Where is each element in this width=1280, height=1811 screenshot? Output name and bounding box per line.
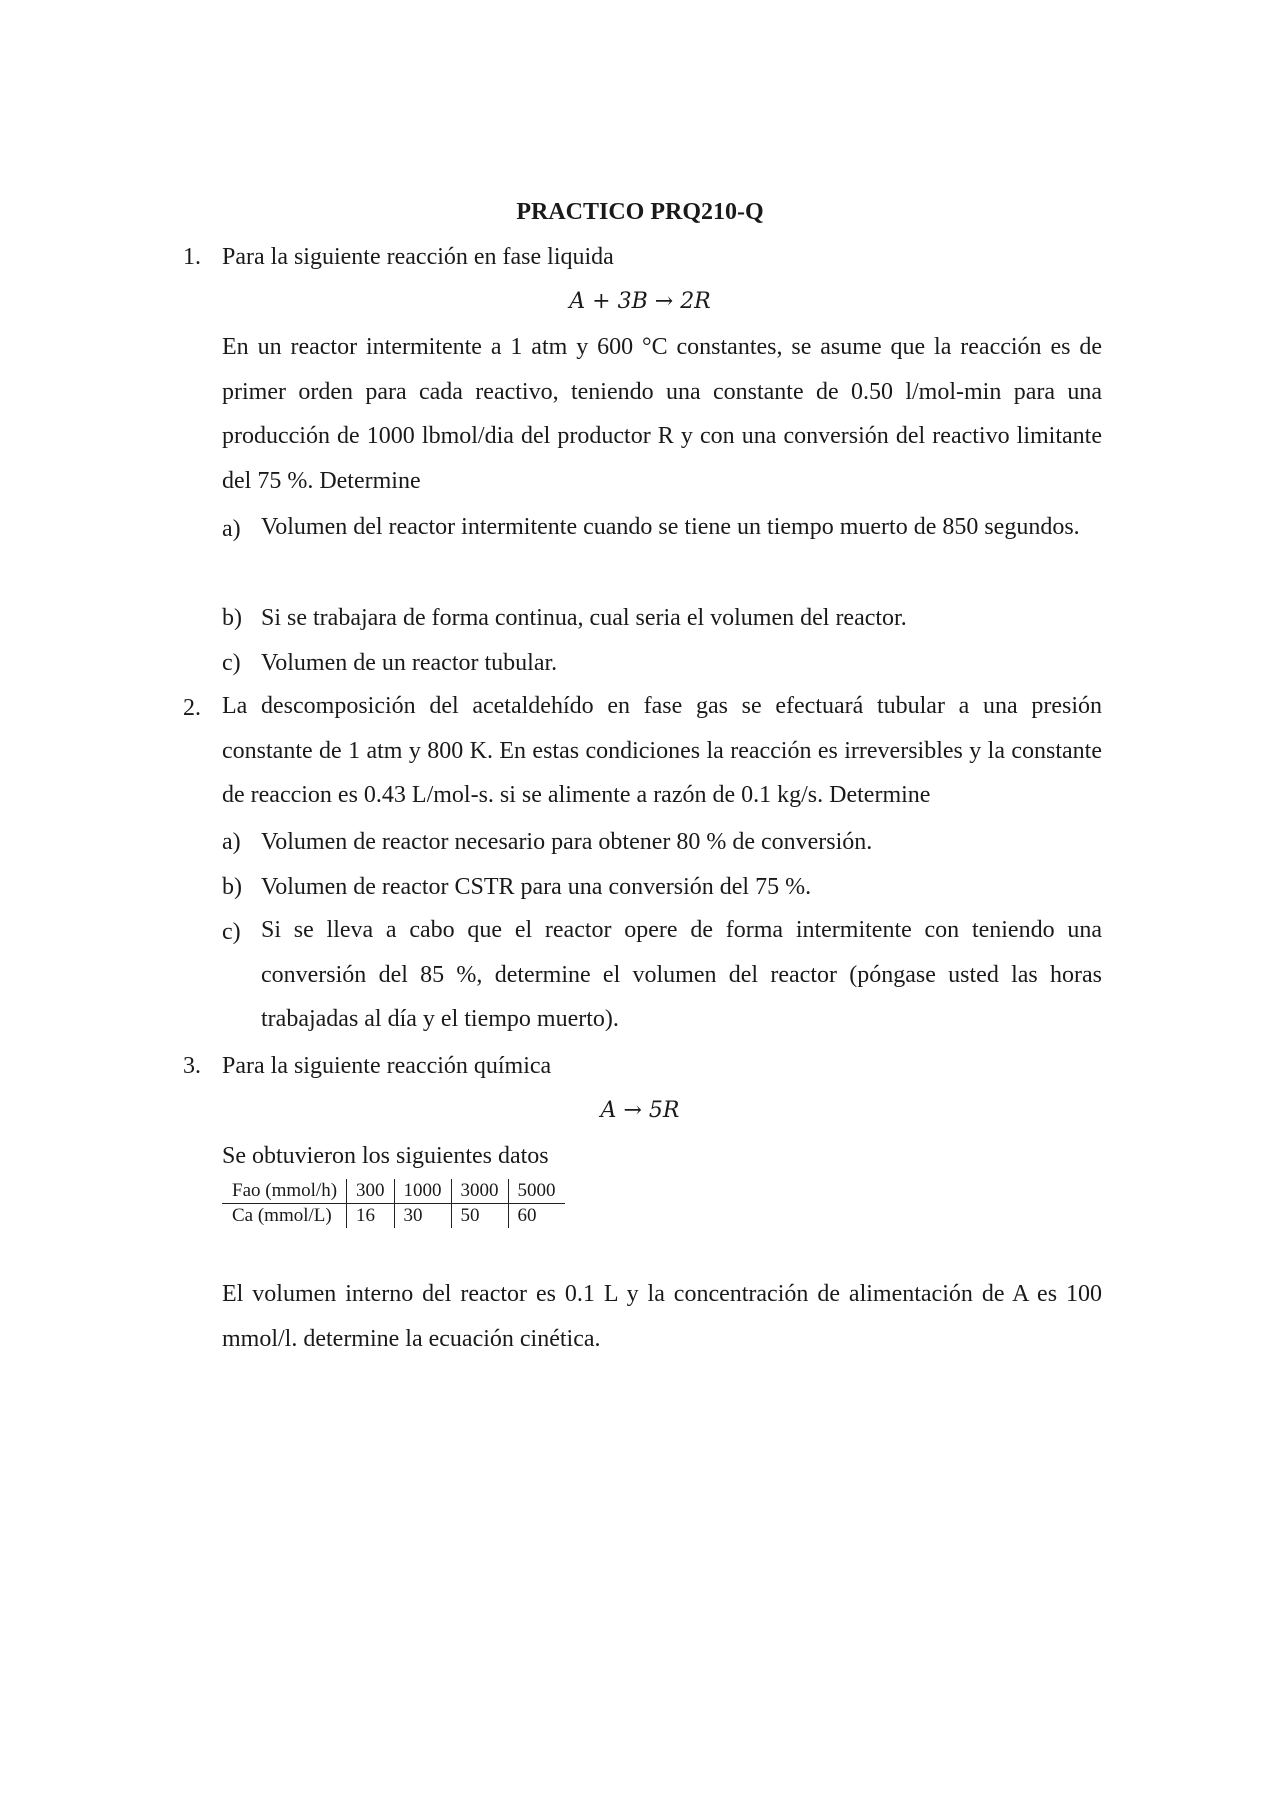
problem-1-item-a-text: Volumen del reactor intermitente cuando se tiene un tiempo muerto de 850 segundos. [261,514,1080,540]
table-row-label: Fao (mmol/h) [222,1179,347,1204]
eq1-reactant-b: 3B [617,289,648,314]
problem-2-item-b-letter: b) [222,874,242,900]
problem-3-number: 3. [183,1053,201,1079]
table-row [222,1204,565,1229]
eq1-reactant-a: A [569,289,586,314]
table-cell: 5000 [508,1179,565,1204]
eq1-arrow: → [654,289,674,314]
problem-2-number: 2. [183,695,201,721]
problem-2-item-b-text: Volumen de reactor CSTR para una conversión del 75 %. [261,874,812,900]
table-cell: 30 [394,1204,451,1229]
problem-1-item-b-text: Si se trabajara de forma continua, cual seria el volumen del reactor. [261,605,907,631]
problem-1-body: En un reactor intermitente a 1 atm y 600 °C constantes, se asume que la reacción es de primer orden para cada reactivo, teniendo una constante de 0.50 l/mol-min para una producción de 1000 lbmol/dia del productor R y con una conversión del reactivo limitante del 75 %. Determine [222,334,1102,494]
table-cell: 50 [451,1204,508,1229]
table-cell: 300 [347,1179,395,1204]
eq1-product: 2R [680,289,711,314]
table-cell: 16 [347,1204,395,1229]
problem-1-intro: Para la siguiente reacción en fase liquida [222,244,614,270]
problem-1-item-a-letter: a) [222,516,241,542]
problem-2-body: La descomposición del acetaldehído en fase gas se efectuará tubular a una presión constante de 1 atm y 800 K. En estas condiciones la reacción es irreversibles y la constante de reaccion es 0.43 L/mol-s. si se alimente a razón de 0.1 kg/s. Determine [222,693,1102,808]
eq2-product: 5R [648,1098,680,1123]
table-cell: 3000 [451,1179,508,1204]
problem-2-item-c-letter: c) [222,919,241,945]
eq2-reactant-a: A [600,1098,617,1123]
problem-3-intro: Para la siguiente reacción química [222,1053,552,1079]
table-cell: 1000 [394,1179,451,1204]
page-title: PRACTICO PRQ210-Q [516,199,764,225]
problem-1-number: 1. [183,244,201,270]
problem-1-item-b-letter: b) [222,605,242,631]
problem-3-equation [0,1095,1280,1127]
table-row [222,1179,565,1204]
problem-3-closing: El volumen interno del reactor es 0.1 L y la concentración de alimentación de A es 100 mmol/l. determine la ecuación cinética. [222,1281,1102,1352]
problem-1-equation [0,286,1280,318]
problem-1-item-c-text: Volumen de un reactor tubular. [261,650,558,676]
problem-1-item-c-letter: c) [222,650,241,676]
data-table [222,1179,565,1228]
table-cell: 60 [508,1204,565,1229]
table-row-label: Ca (mmol/L) [232,1205,332,1226]
eq2-arrow: → [623,1098,642,1123]
problem-2-item-c-text: Si se lleva a cabo que el reactor opere de forma intermitente con teniendo una conversión del 85 %, determine el volumen del reactor (póngase usted las horas trabajadas al día y el tiempo muerto). [261,917,1102,1032]
problem-2-item-a-text: Volumen de reactor necesario para obtener 80 % de conversión. [261,829,873,855]
problem-3-data-intro: Se obtuvieron los siguientes datos [222,1143,549,1169]
problem-2-item-a-letter: a) [222,829,241,855]
eq1-plus: + [592,289,611,314]
